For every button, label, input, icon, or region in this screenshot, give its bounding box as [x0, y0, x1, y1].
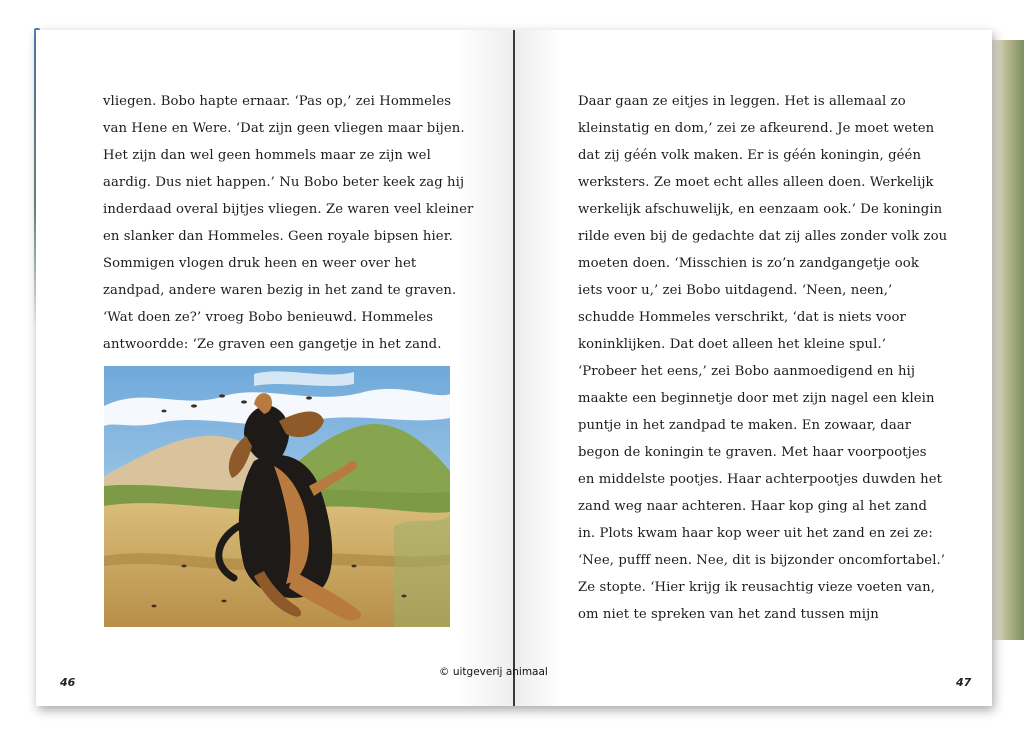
text-line: om niet te spreken van het zand tussen mijn: [578, 607, 879, 622]
text-line: schudde Hommeles verschrikt, ‘dat is niets voor: [578, 310, 906, 325]
text-line: antwoordde: ‘Ze graven een gangetje in het zand.: [103, 337, 442, 352]
text-line: zandpad, andere waren bezig in het zand te graven.: [103, 283, 457, 298]
text-line: rilde even bij de gedachte dat zij alles zonder volk zou: [578, 229, 948, 244]
text-line: begon de koningin te graven. Met haar voorpootjes: [578, 445, 927, 460]
text-line: en middelste pootjes. Haar achterpootjes duwden het: [578, 472, 943, 487]
right-page: [514, 30, 992, 706]
text-line: koninklijken. Dat doet alleen het kleine spul.’: [578, 337, 887, 352]
text-line: Daar gaan ze eitjes in leggen. Het is allemaal zo: [578, 94, 906, 109]
text-line: vliegen. Bobo hapte ernaar. ‘Pas op,’ zei Hommeles: [103, 94, 452, 109]
text-line: ‘Wat doen ze?’ vroeg Bobo benieuwd. Hommeles: [103, 310, 434, 325]
text-line: Ze stopte. ‘Hier krijg ik reusachtig vieze voeten van,: [578, 580, 935, 595]
text-line: inderdaad overal bijtjes vliegen. Ze waren veel kleiner: [103, 202, 474, 217]
text-line: ‘Probeer het eens,’ zei Bobo aanmoedigend en hij: [578, 364, 916, 379]
right-page-text: [578, 88, 968, 628]
book-gutter: [513, 30, 515, 706]
text-line: werksters. Ze moet echt alles alleen doen. Werkelijk: [578, 175, 934, 190]
open-book: [36, 30, 992, 706]
copyright-notice: © uitgeverij animaal: [439, 666, 548, 678]
text-line: werkelijk afschuwelijk, en eenzaam ook.’ De koningin: [578, 202, 943, 217]
left-page: [36, 30, 514, 706]
dog-illustration: [104, 366, 450, 627]
text-line: ‘Nee, pufff neen. Nee, dit is bijzonder oncomfortabel.’: [578, 553, 946, 568]
text-line: moeten doen. ‘Misschien is zo’n zandgangetje ook: [578, 256, 919, 271]
text-line: in. Plots kwam haar kop weer uit het zand en zei ze:: [578, 526, 933, 541]
text-line: en slanker dan Hommeles. Geen royale bipsen hier.: [103, 229, 453, 244]
text-line: dat zij géén volk maken. Er is géén koningin, géén: [578, 148, 922, 163]
text-line: Sommigen vlogen druk heen en weer over het: [103, 256, 417, 271]
text-line: iets voor u,’ zei Bobo uitdagend. ‘Neen, neen,’: [578, 283, 893, 298]
text-line: puntje in het zandpad te maken. En zowaar, daar: [578, 418, 912, 433]
text-line: Het zijn dan wel geen hommels maar ze zijn wel: [103, 148, 431, 163]
text-line: kleinstatig en dom,’ zei ze afkeurend. Je moet weten: [578, 121, 935, 136]
left-page-text: [103, 88, 474, 358]
page-number-right: 47: [956, 676, 972, 689]
text-line: van Hene en Were. ‘Dat zijn geen vliegen maar bijen.: [103, 121, 465, 136]
text-line: zand weg naar achteren. Haar kop ging al het zand: [578, 499, 927, 514]
page-number-left: 46: [60, 676, 76, 689]
text-line: aardig. Dus niet happen.’ Nu Bobo beter keek zag hij: [103, 175, 465, 190]
text-line: maakte een beginnetje door met zijn nagel een klein: [578, 391, 935, 406]
